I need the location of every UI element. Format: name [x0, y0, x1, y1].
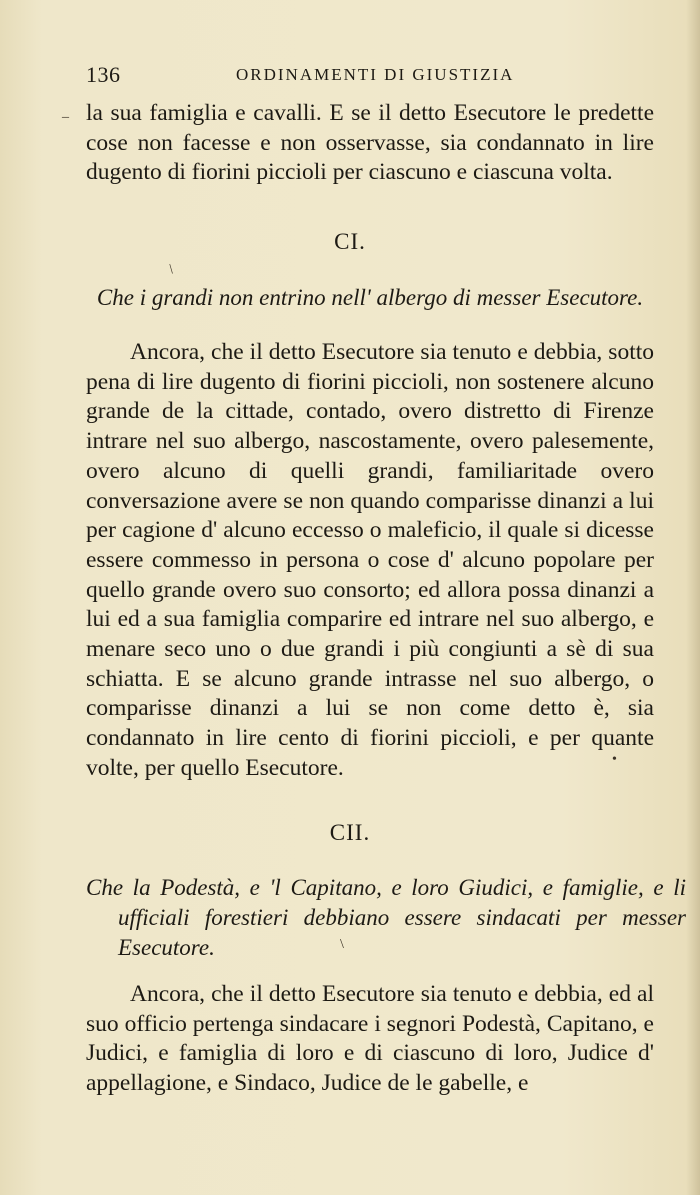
- section-body-102: [86, 980, 654, 1099]
- section-numeral-102: CII.: [329, 820, 371, 845]
- section-body-101-text: Ancora, che il detto Esecutore sia tenuto e debbia, sotto pena di lire dugento di fiorini piccioli, non sostenere alcuno grande de la cittade, contado, overo distretto di Firenze intrare nel suo albergo, nascostamente, overo palesemente, overo alcuno di quelli grandi, familiaritade overo conversazione avere se non quando comparisse dinanzi a lui per cagione d' alcuno eccesso o maleficio, il quale si dicesse essere commesso in persona o cose d' alcuno popolare per quello grande overo suo consorto; ed allora possa dinanzi a lui ed a sua famiglia comparire ed intrare nel suo albergo, e menare seco uno o due grandi i più congiunti a sè di sua schiatta. E se alcuno grande intrasse nel suo albergo, o comparisse dinanzi a lui se non come detto è, sia condannato in lire cento di fiorini piccioli, e per quante volte, per quello Esecutore.: [86, 339, 654, 781]
- page-edge-shadow: [686, 0, 700, 1195]
- section-body-102-text: Ancora, che il detto Esecutore sia tenuto e debbia, ed al suo officio pertenga sindacare i segnori Podestà, Capitano, e Judici, e famiglia di loro e di ciascuno di loro, Judice d' appellagione, e Sindaco, Judice de le gabelle, e: [86, 981, 654, 1097]
- ink-tick-mark-2: \: [340, 937, 344, 952]
- running-title: ORDINAMENTI DI GIUSTIZIA: [236, 65, 515, 84]
- section-rubric-102: Che la Podestà, e 'l Capitano, e loro Giudici, e famiglie, e li ufficiali forestieri debbiano essere sindacati per messer Esecutore.: [86, 875, 686, 960]
- section-numeral-101: CI.: [334, 229, 366, 254]
- running-header: [86, 62, 656, 90]
- ink-dot-mark: •: [612, 752, 617, 767]
- margin-dash-mark: _: [62, 105, 69, 120]
- page-number: 136: [86, 62, 121, 87]
- ink-tick-mark: /: [165, 262, 178, 277]
- section-body-101: [86, 338, 654, 784]
- continuation-paragraph: [86, 99, 654, 188]
- section-rubric-101: Che i grandi non entrino nell' albergo di messer Esecutore.: [96, 285, 644, 310]
- continuation-text: la sua famiglia e cavalli. E se il detto Esecutore le predette cose non facesse e non osservasse, sia condannato in lire dugento di fiorini piccioli per ciascuno e ciascuna volta.: [86, 100, 654, 186]
